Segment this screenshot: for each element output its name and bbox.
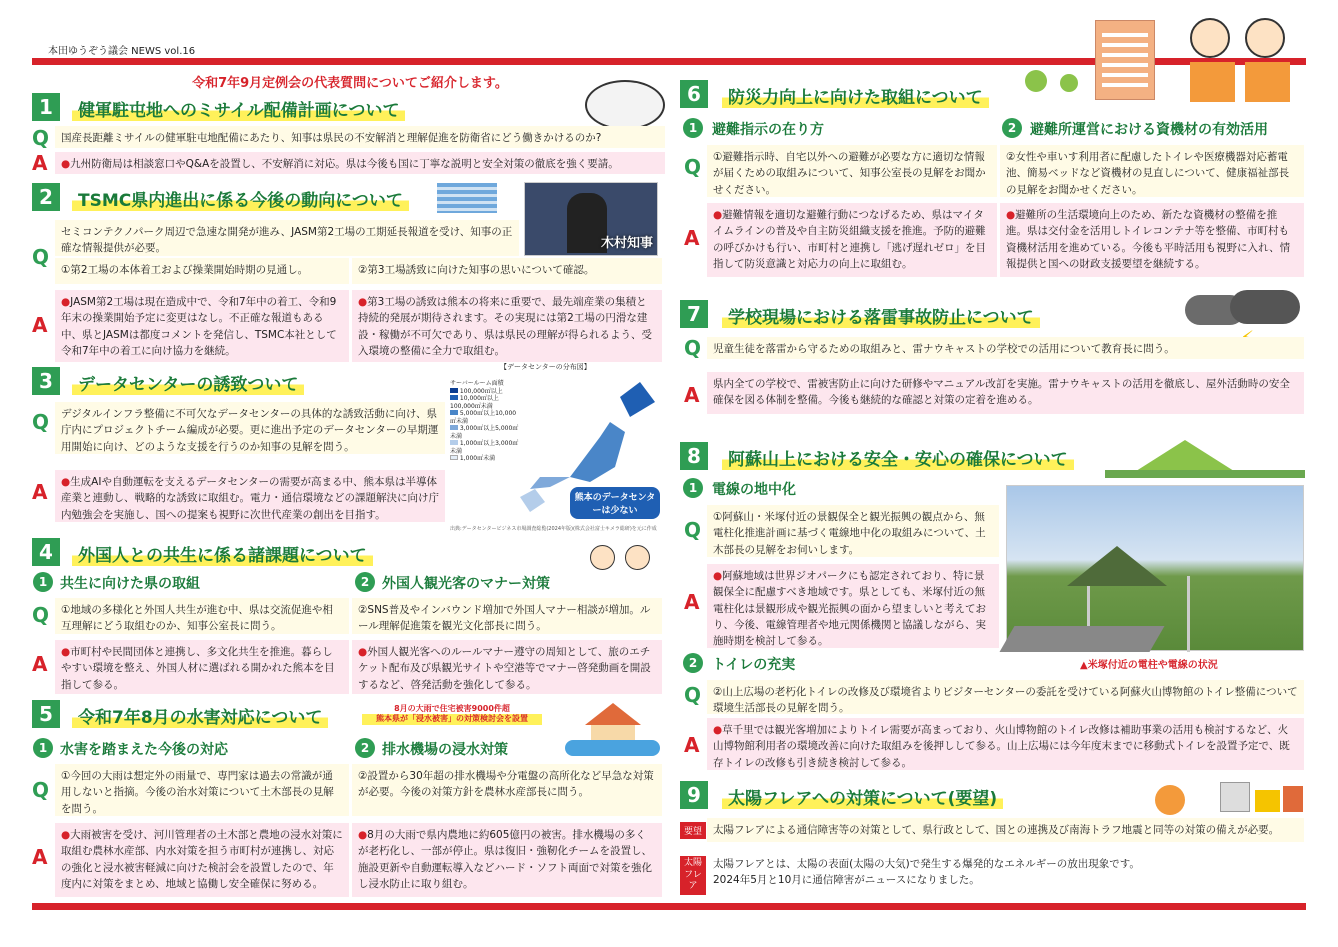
s9-request: 太陽フレアによる通信障害等の対策として、県行政として、国との連携及び南海トラフ地震と同等の対策の備えが必要。 (707, 818, 1304, 842)
s6-question-2: ②女性や車いす利用者に配慮したトイレや医療機器対応蓄電池、簡易ベッドなど資機材の見直しについて、健康福祉部長の見解をお聞かせください。 (1000, 145, 1304, 197)
s8-question-2: ②山上広場の老朽化トイレの改修及び環境省よりビジターセンターの委託を受けている阿蘇火山博物館のトイレ整備について環境生活部長の見解を問う。 (707, 680, 1304, 714)
s9-explanation: 太陽フレアとは、太陽の表面(太陽の大気)で発生する爆発的なエネルギーの放出現象です。 2024年5月と10月に通信障害がニュースになりました。 (707, 852, 1304, 896)
q-label: Q (684, 336, 702, 360)
governor-photo (524, 182, 658, 256)
s2-question-1: ①第2工場の本体着工および操業開始時期の見通し。 (55, 258, 349, 284)
s6-sub-2-title: 避難所運営における資機材の有効活用 (1030, 122, 1268, 138)
section-6-number: 6 (680, 80, 708, 108)
s4-sub-1-number: 1 (33, 572, 53, 592)
a-label: A (684, 590, 700, 614)
sun-icon (1140, 780, 1200, 810)
aso-photo (1006, 485, 1304, 651)
section-7-number: 7 (680, 300, 708, 328)
workers-illustration (1190, 18, 1300, 102)
q-label: Q (32, 410, 50, 434)
s6-answer-2: ●避難所の生活環境向上のため、新たな資機材の整備を推進。県は交付金を活用しトイレコンテナ等を整備、市町村も資機材活用を進めている。今後も平時活用も視野に入れ、情報提供と国への財政支援要望を継続する。 (1000, 203, 1304, 277)
a-label: A (32, 313, 48, 337)
section-3-number: 3 (32, 367, 60, 395)
section-2-number: 2 (32, 183, 60, 211)
s8-sub-2-title: トイレの充実 (712, 657, 796, 673)
s8-sub-2-number: 2 (683, 653, 703, 673)
s5-question-1: ①今回の大雨は想定外の雨量で、専門家は過去の常識が通用しないと指摘。今後の治水対策について土木部長の見解を問う。 (55, 764, 349, 816)
s4-question-2: ②SNS普及やインバウンド増加で外国人マナー相談が増加。ルール理解促進策を観光文化部長に問う。 (352, 598, 662, 634)
a-label: A (32, 845, 48, 869)
s8-answer-2: ●草千里では観光客増加によりトイレ需要が高まっており、火山博物館のトイレ改修は補助事業の活用も検討するなど、火山博物館利用者の環境改善に向けた取組みを後押しして参る。山上広場には今年度末までに移動式トイレを設置予定で、既存トイレの改修も引き続き検討して参る。 (707, 718, 1304, 770)
map-title: 【データセンターの分布図】 (500, 363, 591, 371)
map-legend-title: サーバールーム面積 (450, 380, 504, 387)
missile-icon (585, 80, 665, 130)
section-8-number: 8 (680, 442, 708, 470)
section-2-title: TSMC県内進出に係る今後の動向について (72, 186, 409, 211)
s4-sub-2-title: 外国人観光客のマナー対策 (382, 576, 550, 592)
q-label: Q (32, 778, 50, 802)
section-4-title: 外国人との共生に係る諸課題について (72, 541, 373, 566)
map-legend-item: 1,000㎡以上3,000㎡未満 (450, 440, 519, 455)
q-label: Q (32, 126, 50, 150)
s6-sub-2-number: 2 (1002, 118, 1022, 138)
s4-answer-2: ●外国人観光客へのルールマナー遵守の周知として、旅のエチケット配布及び県観光サイトや空港等でマナー啓発動画を開設するなど、啓発活動を強化して参る。 (352, 640, 662, 694)
s6-sub-1-title: 避難指示の在り方 (712, 122, 824, 138)
map-legend-item: 100,000㎡以上 (450, 388, 520, 396)
q-label: Q (684, 683, 702, 707)
s5-callout-line-2: 熊本県が「浸水被害」の対策検討会を設置 (362, 714, 542, 724)
s8-sub-1-title: 電線の地中化 (712, 482, 796, 498)
s5-sub-2-number: 2 (355, 738, 375, 758)
s5-sub-1-number: 1 (33, 738, 53, 758)
s8-question-1: ①阿蘇山・米塚付近の景観保全と観光振興の観点から、無電柱化推進計画に基づく電線地中化の取組みについて、土木部長の見解をお伺いします。 (707, 505, 999, 557)
a-label: A (684, 226, 700, 250)
request-tag: 要望 (680, 822, 706, 839)
a-label: A (32, 652, 48, 676)
solar-flare-tag: 太陽 フレア (680, 856, 706, 895)
s4-answer-1: ●市町村や民間団体と連携し、多文化共生を推進。暮らしやすい環境を整え、外国人材に選ばれる開かれた熊本を目指して参る。 (55, 640, 349, 694)
section-3-title: データセンターの誘致ついて (72, 370, 304, 395)
s4-question-1: ①地域の多様化と外国人共生が進む中、県は交流促進や相互理解にどう取組むのか、知事公室長に問う。 (55, 598, 349, 634)
section-6-title: 防災力向上に向けた取組について (722, 83, 989, 108)
section-7-title: 学校現場における落雷事故防止について (722, 303, 1040, 328)
section-9-number: 9 (680, 781, 708, 809)
s5-answer-1: ●大雨被害を受け、河川管理者の土木部と農地の浸水対策に取組む農林水産部、内水対策を担う市町村が連携し、対応の強化と浸水被害軽減に向けた検討会を設置したので、年度内に対策をまとめ、地域と協働し安全確保に努める。 (55, 823, 349, 897)
a-label: A (32, 151, 48, 175)
s3-question: デジタルインフラ整備に不可欠なデータセンターの具体的な誘致活動に向け、県庁内にプロジェクトチーム編成が必要。更に進出予定のデータセンターの早期運用開始に向け、どのような支援を行うのか知事の見解を問う。 (55, 402, 445, 454)
map-legend-item: 1,000㎡未満 (450, 455, 520, 463)
section-1-number: 1 (32, 93, 60, 121)
q-label: Q (32, 245, 50, 269)
s5-question-2: ②設置から30年超の排水機場や分電盤の高所化など早急な対策が必要。今後の対策方針を農林水産部長に問う。 (352, 764, 662, 816)
emergency-supplies-icon (1215, 772, 1305, 814)
s4-sub-2-number: 2 (355, 572, 375, 592)
mountain-icon (1105, 432, 1305, 480)
s6-answer-1: ●避難情報を適切な避難行動につなげるため、県はマイタイムラインの普及や自主防災組織支援を推進。予防的避難の呼びかけも行い、市町村と連携し「逃げ遅れゼロ」を目指して防災意識と対応力の向上に取組む。 (707, 203, 997, 277)
q-label: Q (684, 518, 702, 542)
map-note: 熊本のデータセンターは少ない (570, 487, 660, 519)
s7-answer: 県内全ての学校で、雷被害防止に向けた研修やマニュアル改訂を実施。雷ナウキャストの活用を徹底し、屋外活動時の安全確保を図る体制を整備。今後も継続的な確認と対策の定着を進める。 (707, 372, 1304, 414)
map-legend-item: 5,000㎡以上10,000㎡未満 (450, 410, 517, 425)
governor-photo-label: 木村知事 (600, 236, 653, 251)
section-5-title: 令和7年8月の水害対応について (72, 703, 328, 728)
intro-heading: 令和7年9月定例会の代表質問についてご紹介します。 (192, 76, 508, 91)
trees-illustration (1020, 70, 1100, 100)
s7-question: 児童生徒を落雷から守るための取組みと、雷ナウキャストの学校での活用について教育長に問う。 (707, 337, 1304, 359)
s8-answer-1: ●阿蘇地域は世界ジオパークにも認定されており、特に景観保全に配慮すべき地域です。県としても、米塚付近の無電柱化は景観形成や観光振興の面から望ましいと考えており、今後、電線管理者や地元関係機関と協議しながら、実施時期を検討して参る。 (707, 564, 999, 648)
s1-question: 国産長距離ミサイルの健軍駐屯地配備にあたり、知事は県民の不安解消と理解促進を防衛省にどう働きかけるのか? (55, 126, 665, 148)
factory-icon (437, 183, 497, 213)
section-9-title: 太陽フレアへの対策について(要望) (722, 784, 1003, 809)
s2-question-2: ②第3工場誘致に向けた知事の思いについて確認。 (352, 258, 662, 284)
map-legend-item: 10,000㎡以上100,000㎡未満 (450, 395, 499, 410)
s6-question-1: ①避難指示時、自宅以外への避難が必要な方に適切な情報が届くための取組みについて、知事公室長の見解をお聞かせください。 (707, 145, 997, 197)
s8-sub-1-number: 1 (683, 478, 703, 498)
s5-sub-1-title: 水害を踏まえた今後の対応 (60, 742, 228, 758)
section-8-title: 阿蘇山上における安全・安心の確保について (722, 445, 1074, 470)
s6-sub-1-number: 1 (683, 118, 703, 138)
section-5-number: 5 (32, 700, 60, 728)
a-label: A (684, 383, 700, 407)
s1-answer: ●九州防衛局は相談窓口やQ&Aを設置し、不安解消に対応。県は今後も国に丁寧な説明と安全対策の徹底を強く要請。 (55, 152, 665, 174)
s5-answer-2: ●8月の大雨で県内農地に約605億円の被害。排水機場の多くが老朽化し、一部が停止。県は復旧・強靭化チームを設置し、施設更新や自動運転導入などハード・ソフト両面で対策を強化し浸水防止に取り組む。 (352, 823, 662, 897)
section-1-title: 健軍駐屯地へのミサイル配備計画について (72, 96, 405, 121)
s3-answer: ●生成AIや自動運転を支えるデータセンターの需要が高まる中、熊本県は半導体産業と連動し、戦略的な誘致に取組む。電力・通信環境などの課題解決に向け庁内勉強会を実施し、国への提案も視野に次世代産業の創出を目指す。 (55, 470, 445, 522)
bottom-bar (32, 903, 1306, 910)
section-4-number: 4 (32, 538, 60, 566)
s2-answer-2: ●第3工場の誘致は熊本の将来に重要で、最先端産業の集積と持続的発展が期待されます。その実現には第2工場の円滑な建設・稼働が不可欠であり、県は県民の理解が得られるよう、受入環境の整備に全力で取組む。 (352, 290, 662, 362)
q-label: Q (684, 155, 702, 179)
q-label: Q (32, 603, 50, 627)
s2-question: セミコンテクノパーク周辺で急速な開発が進み、JASM第2工場の工期延長報道を受け、知事の正確な情報提供が必要。 (55, 220, 519, 256)
datacenter-map (450, 362, 662, 537)
s5-callout (362, 704, 542, 725)
a-label: A (32, 480, 48, 504)
aso-photo-caption: ▲米塚付近の電柱や電線の状況 (1080, 660, 1218, 671)
newsletter-header: 本田ゆうぞう議会 NEWS vol.16 (48, 46, 196, 57)
map-legend-item: 3,000㎡以上5,000㎡未満 (450, 425, 519, 440)
s4-sub-1-title: 共生に向けた県の取組 (60, 576, 200, 592)
people-talking-icon (585, 540, 660, 600)
s5-callout-line-1: 8月の大雨で住宅被害9000件超 (394, 704, 510, 713)
a-label: A (684, 733, 700, 757)
s5-sub-2-title: 排水機場の浸水対策 (382, 742, 508, 758)
building-illustration (1095, 20, 1155, 100)
flooded-house-icon (565, 698, 660, 758)
s2-answer-1: ●JASM第2工場は現在造成中で、令和7年中の着工、令和9年末の操業開始予定に変更はなし。不正確な報道もある中、県とJASMは都度コメントを発信し、TSMC本社として令和7年中の着工に向け協力を継続。 (55, 290, 349, 362)
map-source: 出典:データセンタービジネス市場調査総覧(2024年版)(株式会社富士キメラ総研)を元に作成 (450, 526, 657, 532)
